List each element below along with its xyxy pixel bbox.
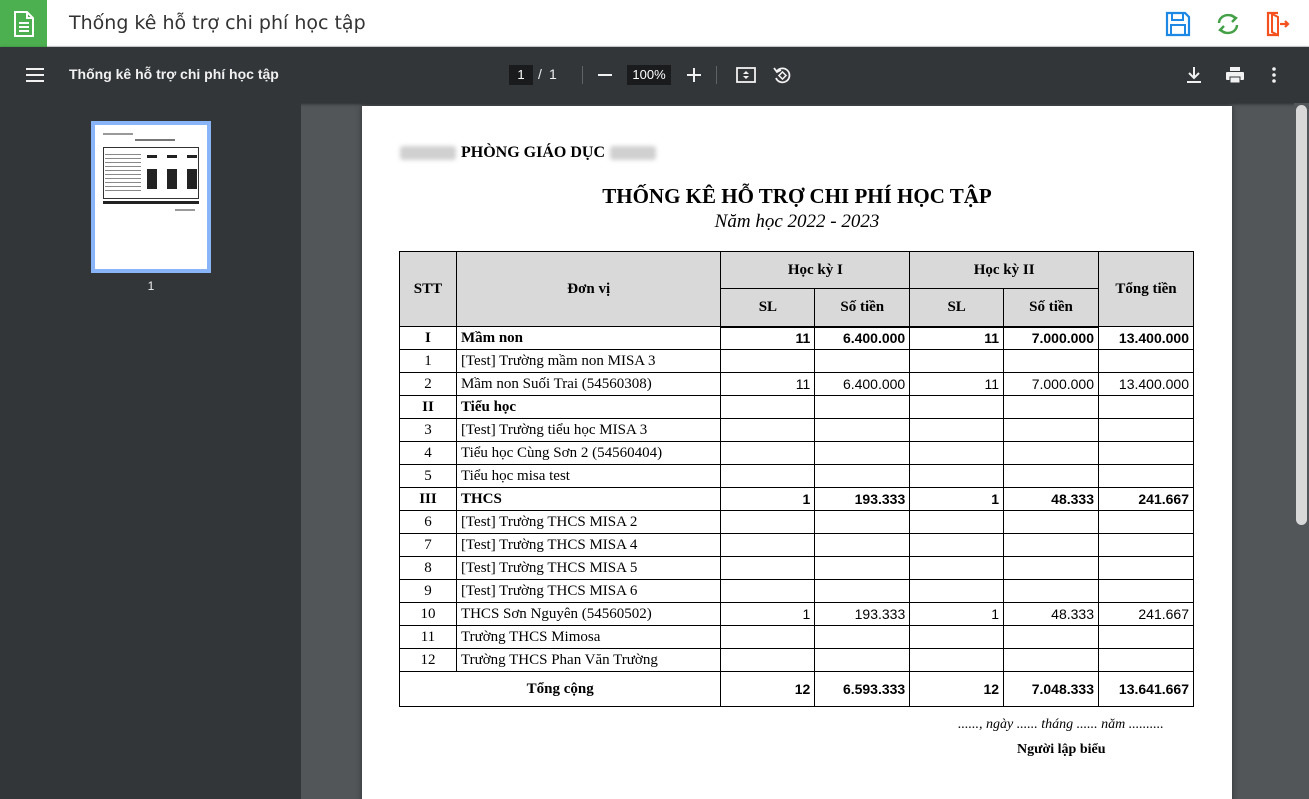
minus-icon [598,68,612,82]
row-unit-name: [Test] Trường THCS MISA 4 [456,534,721,557]
row-total [1099,396,1194,419]
row-stt: 4 [400,442,457,465]
exit-button[interactable] [1262,9,1292,39]
row-sl1 [721,396,815,419]
plus-icon [687,68,701,82]
row-unit-name: Trường THCS Phan Văn Trường [456,649,721,672]
document-page [362,106,1232,799]
organization-name: PHÒNG GIÁO DỤC [461,144,605,161]
more-options-button[interactable] [1262,63,1286,87]
row-sl2 [910,396,1004,419]
table-row [400,534,1194,557]
row-unit-name: [Test] Trường tiểu học MISA 3 [456,419,721,442]
row-amount1 [815,442,910,465]
print-icon [1225,66,1245,84]
row-sl1: 1 [721,603,815,626]
row-stt: 1 [400,350,457,373]
row-unit-name: [Test] Trường THCS MISA 6 [456,580,721,603]
row-sl2: 1 [910,488,1004,511]
row-amount1 [815,350,910,373]
total-sl2: 12 [910,672,1004,707]
row-amount1: 6.400.000 [815,373,910,396]
row-sl2 [910,511,1004,534]
report-table [399,251,1194,707]
thumbnail-sidebar [0,103,301,799]
viewer-toolbar [0,47,1309,103]
page-number-input[interactable]: 1 [509,65,533,85]
header-sl1: SL [721,289,815,327]
row-stt: I [400,327,457,350]
row-amount1 [815,557,910,580]
row-sl2: 11 [910,327,1004,350]
page-separator: / [538,66,542,82]
row-sl1: 1 [721,488,815,511]
row-sl1 [721,511,815,534]
row-amount1 [815,419,910,442]
zoom-input[interactable]: 100% [627,65,671,85]
row-sl2 [910,350,1004,373]
total-label: Tổng cộng [400,672,721,707]
refresh-button[interactable] [1213,9,1243,39]
total-row [400,672,1194,707]
row-stt: 7 [400,534,457,557]
row-stt: 11 [400,626,457,649]
row-unit-name: Mầm non [456,327,721,350]
row-sl1 [721,649,815,672]
table-row [400,419,1194,442]
row-sl1 [721,465,815,488]
row-unit-name: Tiểu học Cùng Sơn 2 (54560404) [456,442,721,465]
row-amount2 [1004,465,1099,488]
total-amount1: 6.593.333 [815,672,910,707]
header-amount1: Số tiền [815,289,910,327]
row-amount1 [815,580,910,603]
row-total: 13.400.000 [1099,373,1194,396]
download-button[interactable] [1182,63,1206,87]
row-stt: 3 [400,419,457,442]
row-amount1: 193.333 [815,603,910,626]
document-title: Thống kê hỗ trợ chi phí học tập [69,66,279,82]
table-row [400,373,1194,396]
row-sl1 [721,557,815,580]
row-unit-name: Tiểu học misa test [456,465,721,488]
row-amount2: 48.333 [1004,603,1099,626]
header-unit: Đơn vị [456,252,721,327]
table-row [400,465,1194,488]
table-row [400,511,1194,534]
row-stt: 8 [400,557,457,580]
row-sl2 [910,442,1004,465]
print-button[interactable] [1223,63,1247,87]
document-icon [0,0,47,47]
row-sl1 [721,626,815,649]
row-amount2 [1004,511,1099,534]
row-unit-name: Mầm non Suối Trai (54560308) [456,373,721,396]
row-total [1099,511,1194,534]
row-amount2 [1004,419,1099,442]
row-stt: 12 [400,649,457,672]
row-unit-name: THCS Sơn Nguyên (54560502) [456,603,721,626]
row-sl1 [721,419,815,442]
row-sl2 [910,419,1004,442]
menu-button[interactable] [23,63,47,87]
row-total [1099,419,1194,442]
app-header [0,0,1309,47]
row-amount2 [1004,442,1099,465]
footer-signature: Người lập biểu [1017,742,1106,757]
table-row [400,603,1194,626]
row-amount1 [815,649,910,672]
header-term2: Học kỳ II [910,252,1099,289]
row-sl1 [721,442,815,465]
row-total [1099,442,1194,465]
app-title: Thống kê hỗ trợ chi phí học tập [69,12,366,34]
total-sl1: 12 [721,672,815,707]
refresh-icon [1214,11,1242,37]
row-total [1099,534,1194,557]
row-amount1 [815,511,910,534]
row-unit-name: Tiểu học [456,396,721,419]
hamburger-icon [26,68,44,82]
footer-date: ......, ngày ...... tháng ...... năm .......... [958,717,1164,732]
table-row [400,649,1194,672]
row-total: 241.667 [1099,603,1194,626]
table-row [400,557,1194,580]
page-thumbnail[interactable] [91,121,211,273]
row-amount1 [815,626,910,649]
row-unit-name: THCS [456,488,721,511]
redacted-text [610,146,656,160]
group-row [400,488,1194,511]
zoom-in-button[interactable] [682,63,706,87]
row-amount2 [1004,396,1099,419]
row-amount1: 6.400.000 [815,327,910,350]
report-title: THỐNG KÊ HỖ TRỢ CHI PHÍ HỌC TẬP [602,184,992,208]
document-area[interactable] [301,103,1309,799]
exit-icon [1264,11,1290,37]
row-sl2 [910,626,1004,649]
total-grand: 13.641.667 [1099,672,1194,707]
report-subtitle: Năm học 2022 - 2023 [714,211,880,232]
row-sl1 [721,534,815,557]
row-sl2 [910,465,1004,488]
row-amount2 [1004,580,1099,603]
save-button[interactable] [1163,9,1193,39]
header-stt: STT [400,252,457,327]
row-stt: III [400,488,457,511]
row-amount1 [815,396,910,419]
table-row [400,350,1194,373]
organization-header [400,144,656,162]
rotate-button[interactable] [770,63,794,87]
row-amount2: 7.000.000 [1004,327,1099,350]
row-sl1: 11 [721,373,815,396]
save-icon [1165,11,1191,37]
row-sl2 [910,534,1004,557]
row-total [1099,626,1194,649]
toolbar-divider [716,66,717,84]
table-row [400,626,1194,649]
toolbar-divider [582,66,583,84]
scrollbar-thumb[interactable] [1296,105,1307,525]
row-total [1099,649,1194,672]
row-stt: 6 [400,511,457,534]
row-sl2 [910,557,1004,580]
row-unit-name: [Test] Trường THCS MISA 2 [456,511,721,534]
table-row [400,580,1194,603]
row-stt: II [400,396,457,419]
page-total: 1 [549,66,557,82]
row-amount2 [1004,557,1099,580]
row-sl2 [910,649,1004,672]
row-sl2 [910,580,1004,603]
row-unit-name: [Test] Trường mầm non MISA 3 [456,350,721,373]
row-total: 13.400.000 [1099,327,1194,350]
thumbnail-page-number: 1 [147,279,155,293]
group-row [400,396,1194,419]
header-sl2: SL [910,289,1004,327]
row-stt: 2 [400,373,457,396]
zoom-out-button[interactable] [593,63,617,87]
header-term1: Học kỳ I [721,252,910,289]
row-total [1099,465,1194,488]
row-amount1 [815,465,910,488]
table-row [400,442,1194,465]
row-stt: 10 [400,603,457,626]
row-unit-name: Trường THCS Mimosa [456,626,721,649]
row-stt: 5 [400,465,457,488]
header-total: Tổng tiền [1099,252,1194,327]
row-sl1 [721,580,815,603]
row-amount2 [1004,534,1099,557]
row-sl2: 11 [910,373,1004,396]
row-amount2: 7.000.000 [1004,373,1099,396]
row-sl2: 1 [910,603,1004,626]
row-total [1099,350,1194,373]
fit-page-button[interactable] [734,63,758,87]
row-stt: 9 [400,580,457,603]
row-amount1 [815,534,910,557]
download-icon [1186,66,1202,84]
row-total [1099,580,1194,603]
row-sl1: 11 [721,327,815,350]
row-unit-name: [Test] Trường THCS MISA 5 [456,557,721,580]
row-amount2: 48.333 [1004,488,1099,511]
row-amount2 [1004,626,1099,649]
rotate-icon [772,65,792,85]
report-table-body [400,327,1194,672]
fit-page-icon [736,66,756,84]
more-vert-icon [1272,67,1276,83]
row-amount2 [1004,350,1099,373]
pdf-viewer [0,47,1309,799]
row-amount2 [1004,649,1099,672]
total-amount2: 7.048.333 [1004,672,1099,707]
redacted-text [400,146,456,160]
scrollbar[interactable] [1294,103,1309,799]
row-sl1 [721,350,815,373]
row-amount1: 193.333 [815,488,910,511]
group-row [400,327,1194,350]
header-amount2: Số tiền [1004,289,1099,327]
row-total: 241.667 [1099,488,1194,511]
row-total [1099,557,1194,580]
